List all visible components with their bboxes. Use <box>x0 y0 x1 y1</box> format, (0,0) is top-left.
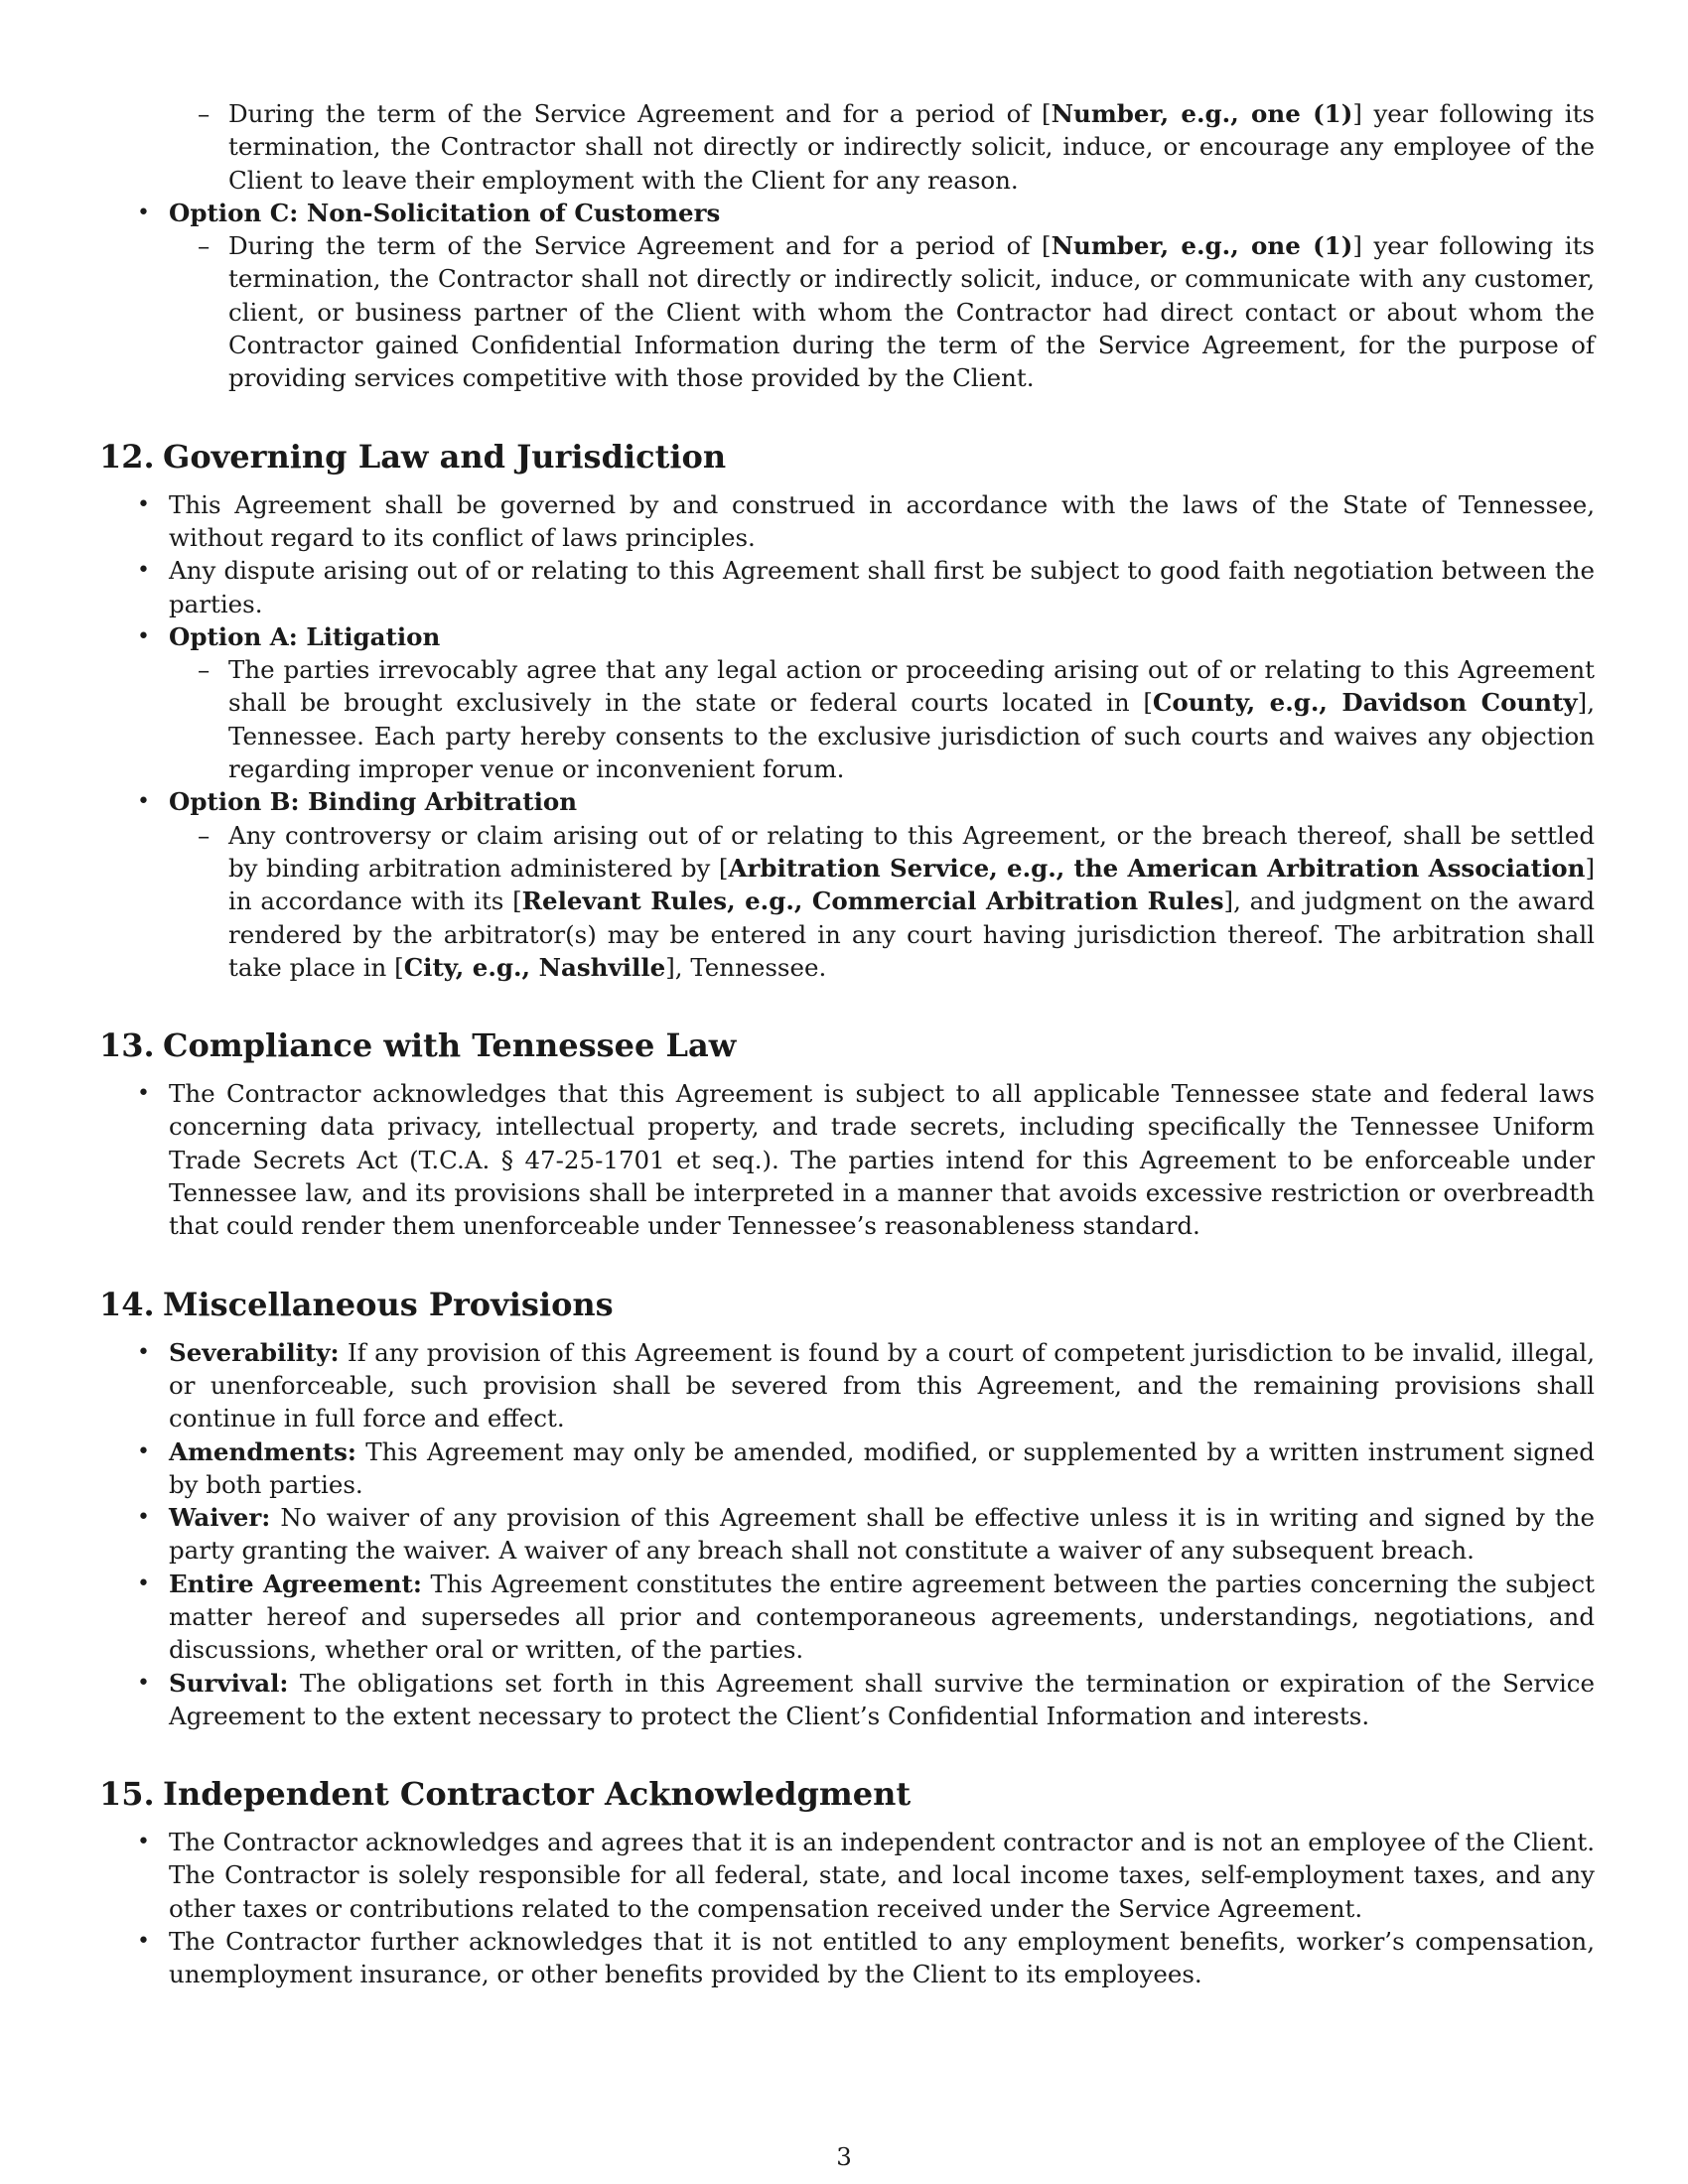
bullet-icon: • <box>137 200 150 225</box>
item-text: During the term of the Service Agreement and for a period of [Number, e.g., one (1)] year following its termination, the Contractor shall not directly or indirectly solicit, induce, or communicate with any customer, client, or business partner of the Client with whom the Contractor had direct contact or about whom the Contractor gained Confidential Information during the term of the Service Agreement, for the purpose of providing services competitive with those provided by the Client. <box>228 231 1595 393</box>
section-heading <box>99 1024 1595 1067</box>
section-number: 15. <box>99 1775 155 1814</box>
bullet-icon: • <box>137 1505 150 1531</box>
list-item <box>99 1667 1595 1733</box>
list-item <box>99 1925 1595 1991</box>
bullet-icon: • <box>137 558 150 584</box>
document-body <box>99 97 1595 1991</box>
item-text: The parties irrevocably agree that any legal action or proceeding arising out of or relating to this Agreement shall be brought exclusively in the state or federal courts located in [County, e.g., Davidson County], Tennessee. Each party hereby consents to the exclusive jurisdiction of such courts and waives any objection regarding improper venue or inconvenient forum. <box>228 655 1595 784</box>
item-text: Any controversy or claim arising out of or relating to this Agreement, or the breach thereof, shall be settled by binding arbitration administered by [Arbitration Service, e.g., the American Arbitration Association] in accordance with its [Relevant Rules, e.g., Commercial Arbitration Rules], and judgment on the award rendered by the arbitrator(s) may be entered in any court having jurisdiction thereof. The arbitration shall take place in [City, e.g., Nashville], Tennessee. <box>228 820 1596 982</box>
section-number: 12. <box>99 437 155 476</box>
item-text: During the term of the Service Agreement and for a period of [Number, e.g., one (1)] year following its termination, the Contractor shall not directly or indirectly solicit, induce, or encourage any employee of the Client to leave their employment with the Client for any reason. <box>228 99 1595 195</box>
section-title: Miscellaneous Provisions <box>163 1285 614 1323</box>
bullet-icon: • <box>137 1670 150 1696</box>
bullet-icon: • <box>137 1570 150 1596</box>
item-text: The Contractor acknowledges and agrees that it is an independent contractor and is not an employee of the Client. The Contractor is solely responsible for all federal, state, and local income taxes, self-employment taxes, and any other taxes or contributions related to the compensation received under the Service Agreement. <box>169 1828 1595 1923</box>
item-text: This Agreement shall be governed by and construed in accordance with the laws of the State of Tennessee, without regard to its conflict of laws principles. <box>169 489 1595 552</box>
dash-icon: – <box>198 655 211 685</box>
sub-list-item <box>99 653 1595 785</box>
bullet-icon: • <box>137 1339 150 1365</box>
item-text: Any dispute arising out of or relating to this Agreement shall first be subject to good faith negotiation between the parties. <box>169 556 1595 618</box>
item-text: Amendments: This Agreement may only be amended, modified, or supplemented by a written instrument signed by both parties. <box>169 1436 1595 1499</box>
list-item <box>99 1826 1595 1925</box>
bullet-icon: • <box>137 789 150 815</box>
section-title: Compliance with Tennessee Law <box>163 1026 737 1065</box>
section-number: 14. <box>99 1285 155 1323</box>
list-item <box>99 620 1595 653</box>
list-item <box>99 1501 1595 1568</box>
page-number: 3 <box>836 2142 852 2171</box>
section-heading <box>99 1772 1595 1816</box>
list-item <box>99 488 1595 555</box>
section-heading <box>99 1283 1595 1326</box>
sub-list-item <box>99 97 1595 197</box>
item-text: The Contractor acknowledges that this Agreement is subject to all applicable Tennessee state and federal laws concerning data privacy, intellectual property, and trade secrets, including specifically the Tennessee Uniform Trade Secrets Act (T.C.A. § 47-25-1701 et seq.). The parties intend for this Agreement to be enforceable under Tennessee law, and its provisions shall be interpreted in a manner that avoids excessive restriction or overbreadth that could render them unenforceable under Tennessee’s reasonableness standard. <box>169 1079 1595 1241</box>
item-text: Option A: Litigation <box>169 621 441 651</box>
list-item <box>99 785 1595 818</box>
item-text: Waiver: No waiver of any provision of this Agreement shall be effective unless it is in writing and signed by the party granting the waiver. A waiver of any breach shall not constitute a waiver of any subsequent breach. <box>169 1503 1595 1566</box>
bullet-icon: • <box>137 491 150 517</box>
list-item <box>99 1568 1595 1667</box>
bullet-icon: • <box>137 1438 150 1464</box>
list-item <box>99 1077 1595 1242</box>
item-text: Entire Agreement: This Agreement constitutes the entire agreement between the parties concerning the subject matter hereof and supersedes all prior and contemporaneous agreements, understandings, negotiations, and discussions, whether oral or written, of the parties. <box>169 1569 1596 1665</box>
section-title: Governing Law and Jurisdiction <box>163 437 727 476</box>
bullet-icon: • <box>137 623 150 649</box>
item-text: Option C: Non-Solicitation of Customers <box>169 198 721 227</box>
list-item <box>99 197 1595 229</box>
sub-list-item <box>99 229 1595 394</box>
bullet-icon: • <box>137 1929 150 1955</box>
list-item <box>99 554 1595 620</box>
list-item <box>99 1336 1595 1435</box>
section-heading <box>99 435 1595 478</box>
section-title: Independent Contractor Acknowledgment <box>163 1775 912 1814</box>
dash-icon: – <box>198 820 211 850</box>
item-text: Severability: If any provision of this Agreement is found by a court of competent jurisdiction to be invalid, illegal, or unenforceable, such provision shall be severed from this Agreement, and the remaining provisions shall continue in full force and effect. <box>169 1337 1595 1433</box>
section-number: 13. <box>99 1026 155 1065</box>
bullet-icon: • <box>137 1081 150 1107</box>
item-text: Survival: The obligations set forth in this Agreement shall survive the termination or expiration of the Service Agreement to the extent necessary to protect the Client’s Confidential Information and interests. <box>169 1668 1595 1730</box>
sub-list-item <box>99 819 1595 984</box>
item-text: The Contractor further acknowledges that it is not entitled to any employment benefits, worker’s compensation, unemployment insurance, or other benefits provided by the Client to its employees. <box>169 1927 1595 1989</box>
item-text: Option B: Binding Arbitration <box>169 787 578 817</box>
dash-icon: – <box>198 231 211 261</box>
dash-icon: – <box>198 99 211 128</box>
list-item <box>99 1435 1595 1502</box>
bullet-icon: • <box>137 1830 150 1855</box>
